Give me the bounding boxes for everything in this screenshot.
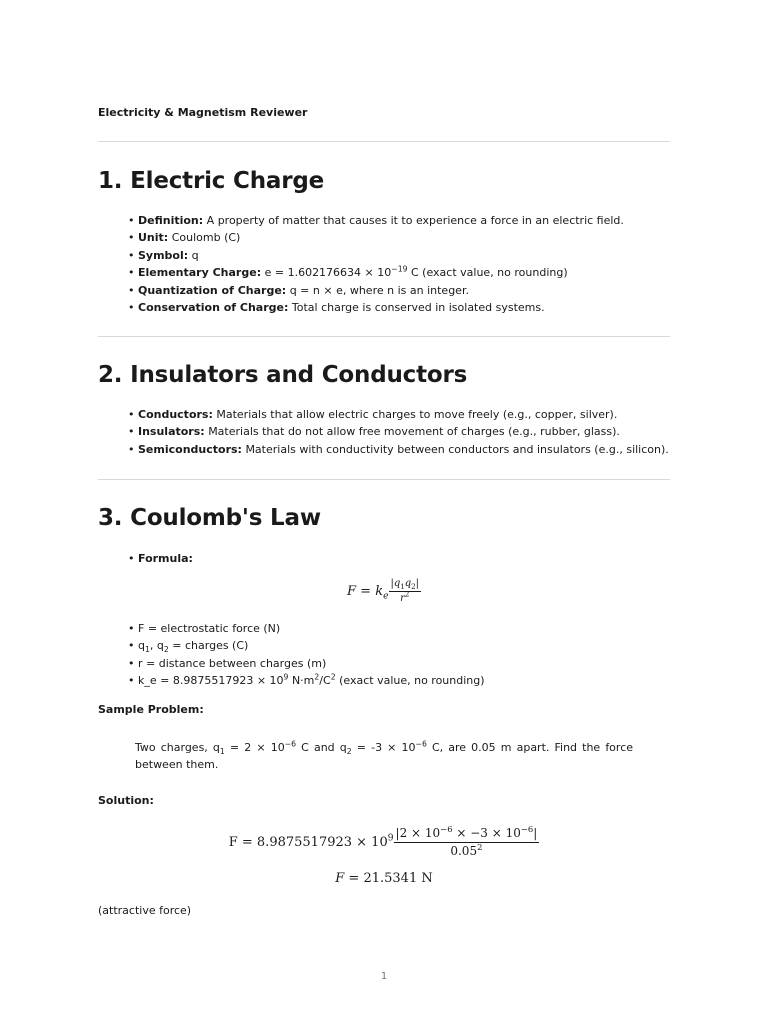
list-item: • Elementary Charge: $e = 1.602176634 \times 10^{-19}$ C (exact value, no rounding) xyxy=(128,264,624,281)
section-heading-coulombs-law: 3. Coulomb's Law xyxy=(98,505,321,531)
page-number: 1 xyxy=(380,971,388,982)
list-item: • Symbol: q xyxy=(128,247,624,264)
section-heading-electric-charge: 1. Electric Charge xyxy=(98,168,325,194)
formula-fraction: $\frac{|q_1q_2|}{r^2}$ xyxy=(390,578,419,604)
list-item: • r = distance between charges (m) xyxy=(128,655,485,672)
variables-list xyxy=(128,620,485,690)
divider xyxy=(98,336,670,337)
sample-problem-text: Two charges, $q_1 = 2 \times 10^{-6}$ C and $q_2 = -3 \times 10^{-6}$ C, are 0.05 m apart. Find the force between them. xyxy=(135,739,634,771)
electric-charge-list xyxy=(128,212,624,316)
list-item: • $q_1$, $q_2$ = charges (C) xyxy=(128,637,485,654)
list-item: • k_e = $8.9875517923 \times 10^9$ $N\cdot m^2/C^2$ (exact value, no rounding) xyxy=(128,672,485,689)
list-item: • Insulators: Materials that do not allow free movement of charges (e.g., rubber, glass). xyxy=(128,423,669,440)
formula-label-list xyxy=(128,550,193,567)
list-item: • Formula: xyxy=(128,550,193,567)
list-item: • Unit: Coulomb (C) xyxy=(128,229,624,246)
sample-problem-label: Sample Problem: xyxy=(98,703,204,716)
list-item: • Conservation of Charge: Total charge is conserved in isolated systems. xyxy=(128,299,624,316)
solution-fraction: $\frac{|2 \times 10^{-6} \times -3 \times 10^{-6}|}{0.05^2}$ xyxy=(395,824,538,858)
solution-label: Solution: xyxy=(98,794,154,807)
solution-equation: $F = 8.9875517923 \times 10^9$ $\frac{|2 \times 10^{-6} \times -3 \times 10^{-6}|}{0.05^2}$ xyxy=(228,824,538,858)
section-heading-insulators-conductors: 2. Insulators and Conductors xyxy=(98,362,468,388)
solution-note: (attractive force) xyxy=(98,904,192,917)
document-title: Electricity & Magnetism Reviewer xyxy=(98,106,308,119)
coulomb-formula: $F = k_e$ $\frac{|q_1q_2|}{r^2}$ xyxy=(347,578,419,604)
list-item: • Semiconductors: Materials with conductivity between conductors and insulators (e.g., silicon). xyxy=(128,441,669,458)
divider xyxy=(98,479,670,480)
solution-result: F = 21.5341 N xyxy=(335,871,433,886)
list-item: • Definition: A property of matter that causes it to experience a force in an electric field. xyxy=(128,212,624,229)
list-item: • Conductors: Materials that allow electric charges to move freely (e.g., copper, silver). xyxy=(128,406,669,423)
divider xyxy=(98,141,670,142)
list-item: • F = electrostatic force (N) xyxy=(128,620,485,637)
list-item: • Quantization of Charge: q = n × e, where n is an integer. xyxy=(128,282,624,299)
insulators-conductors-list xyxy=(128,406,669,458)
